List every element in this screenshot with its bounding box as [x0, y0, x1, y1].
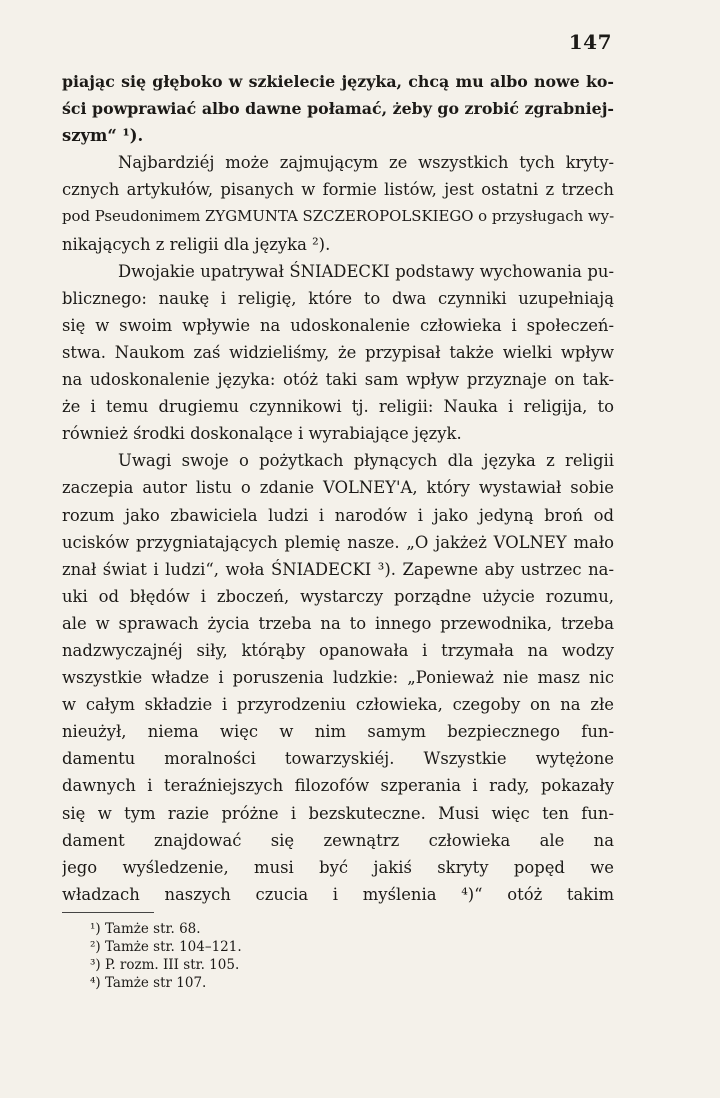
text-line: pod Pseudonimem ZYGMUNTA SZCZEROPOLSKIEGO o przysługach wy-: [62, 207, 614, 226]
text-line: cznych artykułów, pisanych w formie listów, jest ostatni z trzech: [62, 180, 614, 200]
footnotes: [90, 920, 242, 992]
text-line: ale w sprawach życia trzeba na to innego przewodnika, trzeba: [62, 613, 614, 633]
body-text: [62, 68, 614, 908]
text-line: w całym składzie i przyrodzeniu człowieka, czegoby on na złe: [62, 695, 614, 715]
text-line: ści powprawiać albo dawne połamać, żeby go zrobić zgrabniej-: [62, 99, 614, 119]
text-line: damentu moralności towarzyskiéj. Wszystkie wytężone: [62, 749, 614, 769]
text-line: zaczepia autor listu o zdanie VOLNEY'A, który wystawiał sobie: [62, 478, 614, 498]
footnote: ³) P. rozm. III str. 105.: [90, 957, 240, 973]
text-line: uki od błędów i zboczeń, wystarczy porządne użycie rozumu,: [62, 586, 614, 606]
text-line: stwa. Naukom zaś widzieliśmy, że przypisał także wielki wpływ: [62, 342, 614, 362]
text-line: się w swoim wpływie na udoskonalenie człowieka i społeczeń-: [62, 315, 614, 335]
text-line: nikających z religii dla języka ²).: [62, 234, 331, 254]
footnote: ⁴) Tamże str 107.: [90, 975, 207, 991]
text-line: ucisków przygniatających plemię nasze. „O jakżeż VOLNEY mało: [62, 532, 614, 552]
text-line: szym“ ¹).: [62, 126, 144, 146]
text-line: na udoskonalenie języka: otóż taki sam wpływ przyznaje on tak-: [62, 370, 614, 390]
text-line: że i temu drugiemu czynnikowi tj. religii: Nauka i religija, to: [62, 397, 614, 417]
footnote: ²) Tamże str. 104–121.: [90, 939, 242, 955]
text-line: Dwojakie upatrywał ŚNIADECKI podstawy wychowania pu-: [118, 261, 614, 281]
text-line: blicznego: naukę i religię, które to dwa czynniki uzupełniają: [62, 288, 614, 308]
text-line: znał świat i ludzi“, woła ŚNIADECKI ³). Zapewne aby ustrzec na-: [62, 559, 614, 579]
text-line: władzach naszych czucia i myślenia ⁴)“ otóż takim: [62, 884, 614, 904]
text-line: wszystkie władze i poruszenia ludzkie: „Ponieważ nie masz nic: [62, 668, 614, 688]
footnote-divider: [62, 912, 154, 913]
text-line: się w tym razie próżne i bezskuteczne. Musi więc ten fun-: [62, 803, 614, 823]
text-line: Uwagi swoje o pożytkach płynących dla języka z religii: [118, 451, 614, 471]
text-line: dament znajdować się zewnątrz człowieka ale na: [62, 830, 614, 850]
text-line: nadzwyczajnéj siły, którąby opanowała i trzymała na wodzy: [62, 640, 614, 660]
text-line: jego wyśledzenie, musi być jakiś skryty popęd we: [62, 857, 614, 877]
text-line: piając się głęboko w szkielecie języka, chcą mu albo nowe ko-: [62, 72, 614, 91]
text-line: dawnych i teraźniejszych filozofów szperania i rady, pokazały: [62, 776, 614, 796]
text-line: również środki doskonalące i wyrabiające język.: [62, 424, 462, 444]
page-number: 147: [568, 30, 612, 54]
text-line: Najbardziéj może zajmującym ze wszystkich tych kryty-: [118, 153, 614, 173]
footnote: ¹) Tamże str. 68.: [90, 921, 201, 937]
text-line: rozum jako zbawiciela ludzi i narodów i jako jedyną broń od: [62, 505, 614, 525]
text-line: nieużył, niema więc w nim samym bezpiecznego fun-: [62, 722, 614, 742]
